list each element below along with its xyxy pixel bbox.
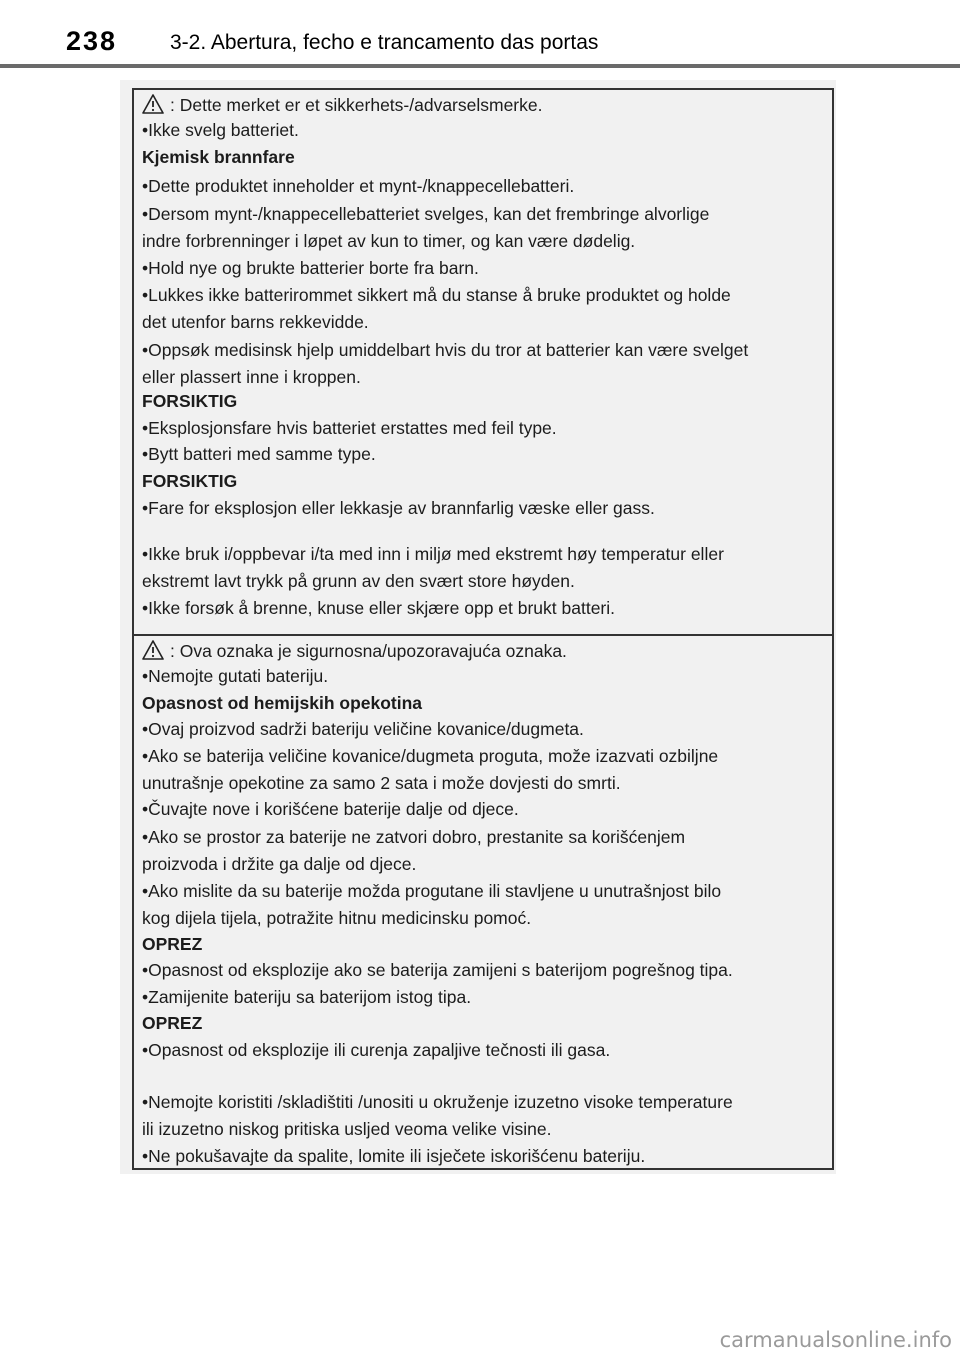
section-heading (142, 934, 202, 955)
line-text: OPREZ (142, 1013, 203, 1033)
line-text: FORSIKTIG (142, 471, 238, 491)
line-text: •Čuvajte nove i korišćene baterije dalje od djece. (142, 799, 519, 819)
page-header (0, 0, 960, 68)
line-text: •Ako se baterija veličine kovanice/dugmeta proguta, može izazvati ozbiljne (142, 746, 719, 766)
warning-line (142, 960, 733, 981)
warning-line (142, 746, 718, 767)
warning-line (142, 204, 709, 225)
line-text: •Opasnost od eksplozije ako se baterija zamijeni s baterijom pogrešnog tipa. (142, 960, 733, 980)
page-number: 238 (66, 26, 118, 56)
line-text: •Dette produktet inneholder et mynt-/knappecellebatteri. (142, 176, 575, 196)
line-text: •Oppsøk medisinsk hjelp umiddelbart hvis du tror at batterier kan være svelget (142, 340, 749, 360)
line-text: proizvoda i držite ga dalje od djece. (142, 854, 417, 874)
warning-line (142, 1146, 645, 1167)
warning-line (142, 799, 519, 820)
line-text: •Ovaj proizvod sadrži bateriju veličine kovanice/dugmeta. (142, 719, 584, 739)
line-text: •Opasnost od eksplozije ili curenja zapaljive tečnosti ili gasa. (142, 1040, 611, 1060)
line-text: OPREZ (142, 934, 203, 954)
line-text: •Lukkes ikke batterirommet sikkert må du stanse å bruke produktet og holde (142, 285, 731, 305)
section-title: 3-2. Abertura, fecho e trancamento das portas (170, 31, 599, 54)
line-text: : Dette merket er et sikkerhets-/advarselsmerke. (170, 95, 543, 115)
norwegian-warning-box (132, 88, 834, 634)
line-text: •Bytt batteri med samme type. (142, 444, 376, 464)
warning-line (142, 881, 721, 902)
warning-line (142, 598, 615, 619)
warning-line (142, 176, 574, 197)
line-text: •Nemojte koristiti /skladištiti /unositi u okruženje izuzetno visoke temperature (142, 1092, 733, 1112)
warning-line (142, 418, 557, 439)
line-text: •Zamijenite bateriju sa baterijom istog tipa. (142, 987, 472, 1007)
line-text: •Hold nye og brukte batterier borte fra barn. (142, 258, 479, 278)
warning-line (142, 1119, 552, 1140)
section-heading (142, 147, 295, 168)
warning-line (142, 367, 361, 388)
section-heading (142, 471, 237, 492)
line-text: •Ikke svelg batteriet. (142, 120, 299, 140)
warning-line (142, 1092, 733, 1113)
warning-line (142, 285, 731, 306)
warning-line (142, 444, 376, 465)
line-text: indre forbrenninger i løpet av kun to timer, og kan være dødelig. (142, 231, 636, 251)
warning-line (142, 94, 542, 116)
warning-triangle-icon (142, 94, 164, 114)
line-text: det utenfor barns rekkevidde. (142, 312, 369, 332)
line-text: Opasnost od hemijskih opekotina (142, 693, 423, 713)
line-text: •Ako mislite da su baterije možda progutane ili stavljene u unutrašnjost bilo (142, 881, 722, 901)
line-text: •Nemojte gutati bateriju. (142, 666, 329, 686)
warning-line (142, 640, 567, 662)
warning-line (142, 773, 621, 794)
line-text: Kjemisk brannfare (142, 147, 295, 167)
section-heading (142, 391, 237, 412)
warning-line (142, 987, 471, 1008)
line-text: •Dersom mynt-/knappecellebatteriet svelges, kan det frembringe alvorlige (142, 204, 710, 224)
warning-line (142, 827, 685, 848)
warning-line (142, 1040, 610, 1061)
line-text: kog dijela tijela, potražite hitnu medicinsku pomoć. (142, 908, 532, 928)
warning-line (142, 231, 635, 252)
line-text: : Ova oznaka je sigurnosna/upozoravajuća oznaka. (170, 641, 567, 661)
line-text: •Ikke bruk i/oppbevar i/ta med inn i miljø med ekstremt høy temperatur eller (142, 544, 724, 564)
section-heading (142, 693, 422, 714)
warning-line (142, 120, 299, 141)
line-text: ekstremt lavt trykk på grunn av den svært store høyden. (142, 571, 575, 591)
line-text: ili izuzetno niskog pritiska usljed veoma velike visine. (142, 1119, 552, 1139)
line-text: •Ne pokušavajte da spalite, lomite ili isječete iskorišćenu bateriju. (142, 1146, 646, 1166)
warning-line (142, 312, 369, 333)
warning-line (142, 544, 724, 565)
warning-line (142, 258, 479, 279)
section-heading (142, 1013, 202, 1034)
warning-line (142, 854, 416, 875)
line-text: •Fare for eksplosjon eller lekkasje av brannfarlig væske eller gass. (142, 498, 655, 518)
line-text: •Ako se prostor za baterije ne zatvori dobro, prestanite sa korišćenjem (142, 827, 686, 847)
line-text: unutrašnje opekotine za samo 2 sata i može dovjesti do smrti. (142, 773, 621, 793)
warning-line (142, 498, 655, 519)
line-text: •Ikke forsøk å brenne, knuse eller skjære opp et brukt batteri. (142, 598, 616, 618)
warning-line (142, 666, 328, 687)
watermark: carmanualsonline.info (719, 1328, 952, 1352)
line-text: eller plassert inne i kroppen. (142, 367, 361, 387)
warning-triangle-icon (142, 640, 164, 660)
warning-line (142, 571, 575, 592)
warning-line (142, 340, 748, 361)
header-rule (0, 64, 960, 68)
warning-line (142, 908, 531, 929)
line-text: •Eksplosjonsfare hvis batteriet erstattes med feil type. (142, 418, 557, 438)
croatian-warning-box (132, 634, 834, 1170)
warning-line (142, 719, 584, 740)
line-text: FORSIKTIG (142, 391, 238, 411)
